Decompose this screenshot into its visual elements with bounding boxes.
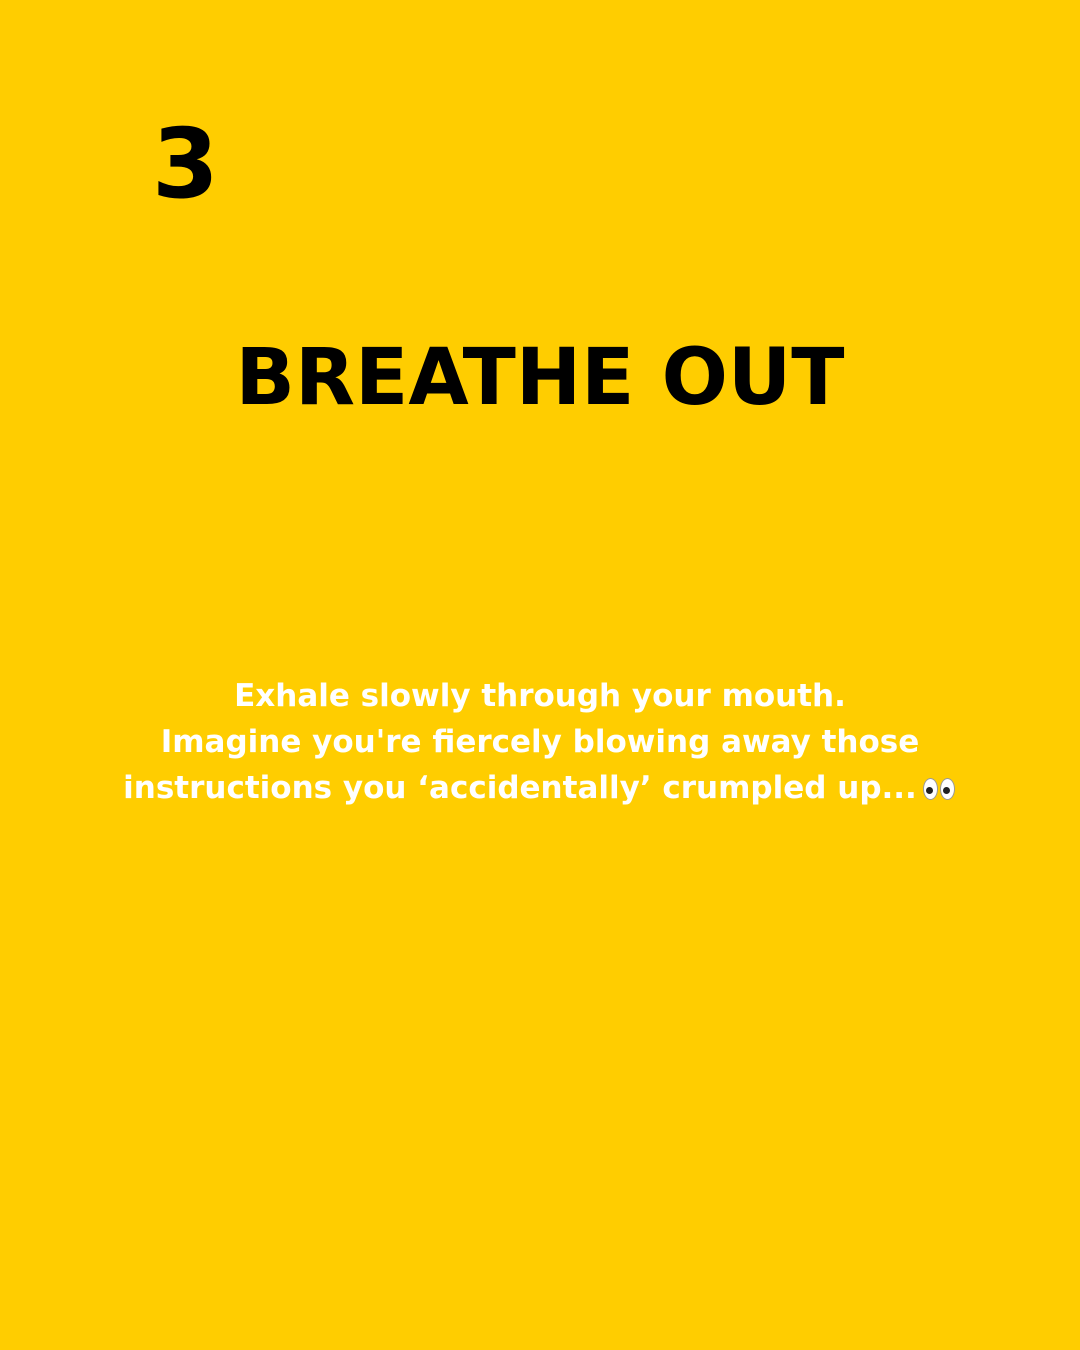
body-line: instructions you ‘accidentally’ crumpled up... bbox=[90, 765, 990, 813]
body-line: Exhale slowly through your mouth. bbox=[234, 678, 846, 714]
step-number: 3 bbox=[152, 108, 219, 220]
body-line: Imagine you're fiercely blowing away those bbox=[160, 724, 920, 760]
eyes-emoji-icon bbox=[923, 767, 957, 813]
slide-title: BREATHE OUT bbox=[235, 333, 845, 423]
body-text bbox=[90, 673, 990, 813]
